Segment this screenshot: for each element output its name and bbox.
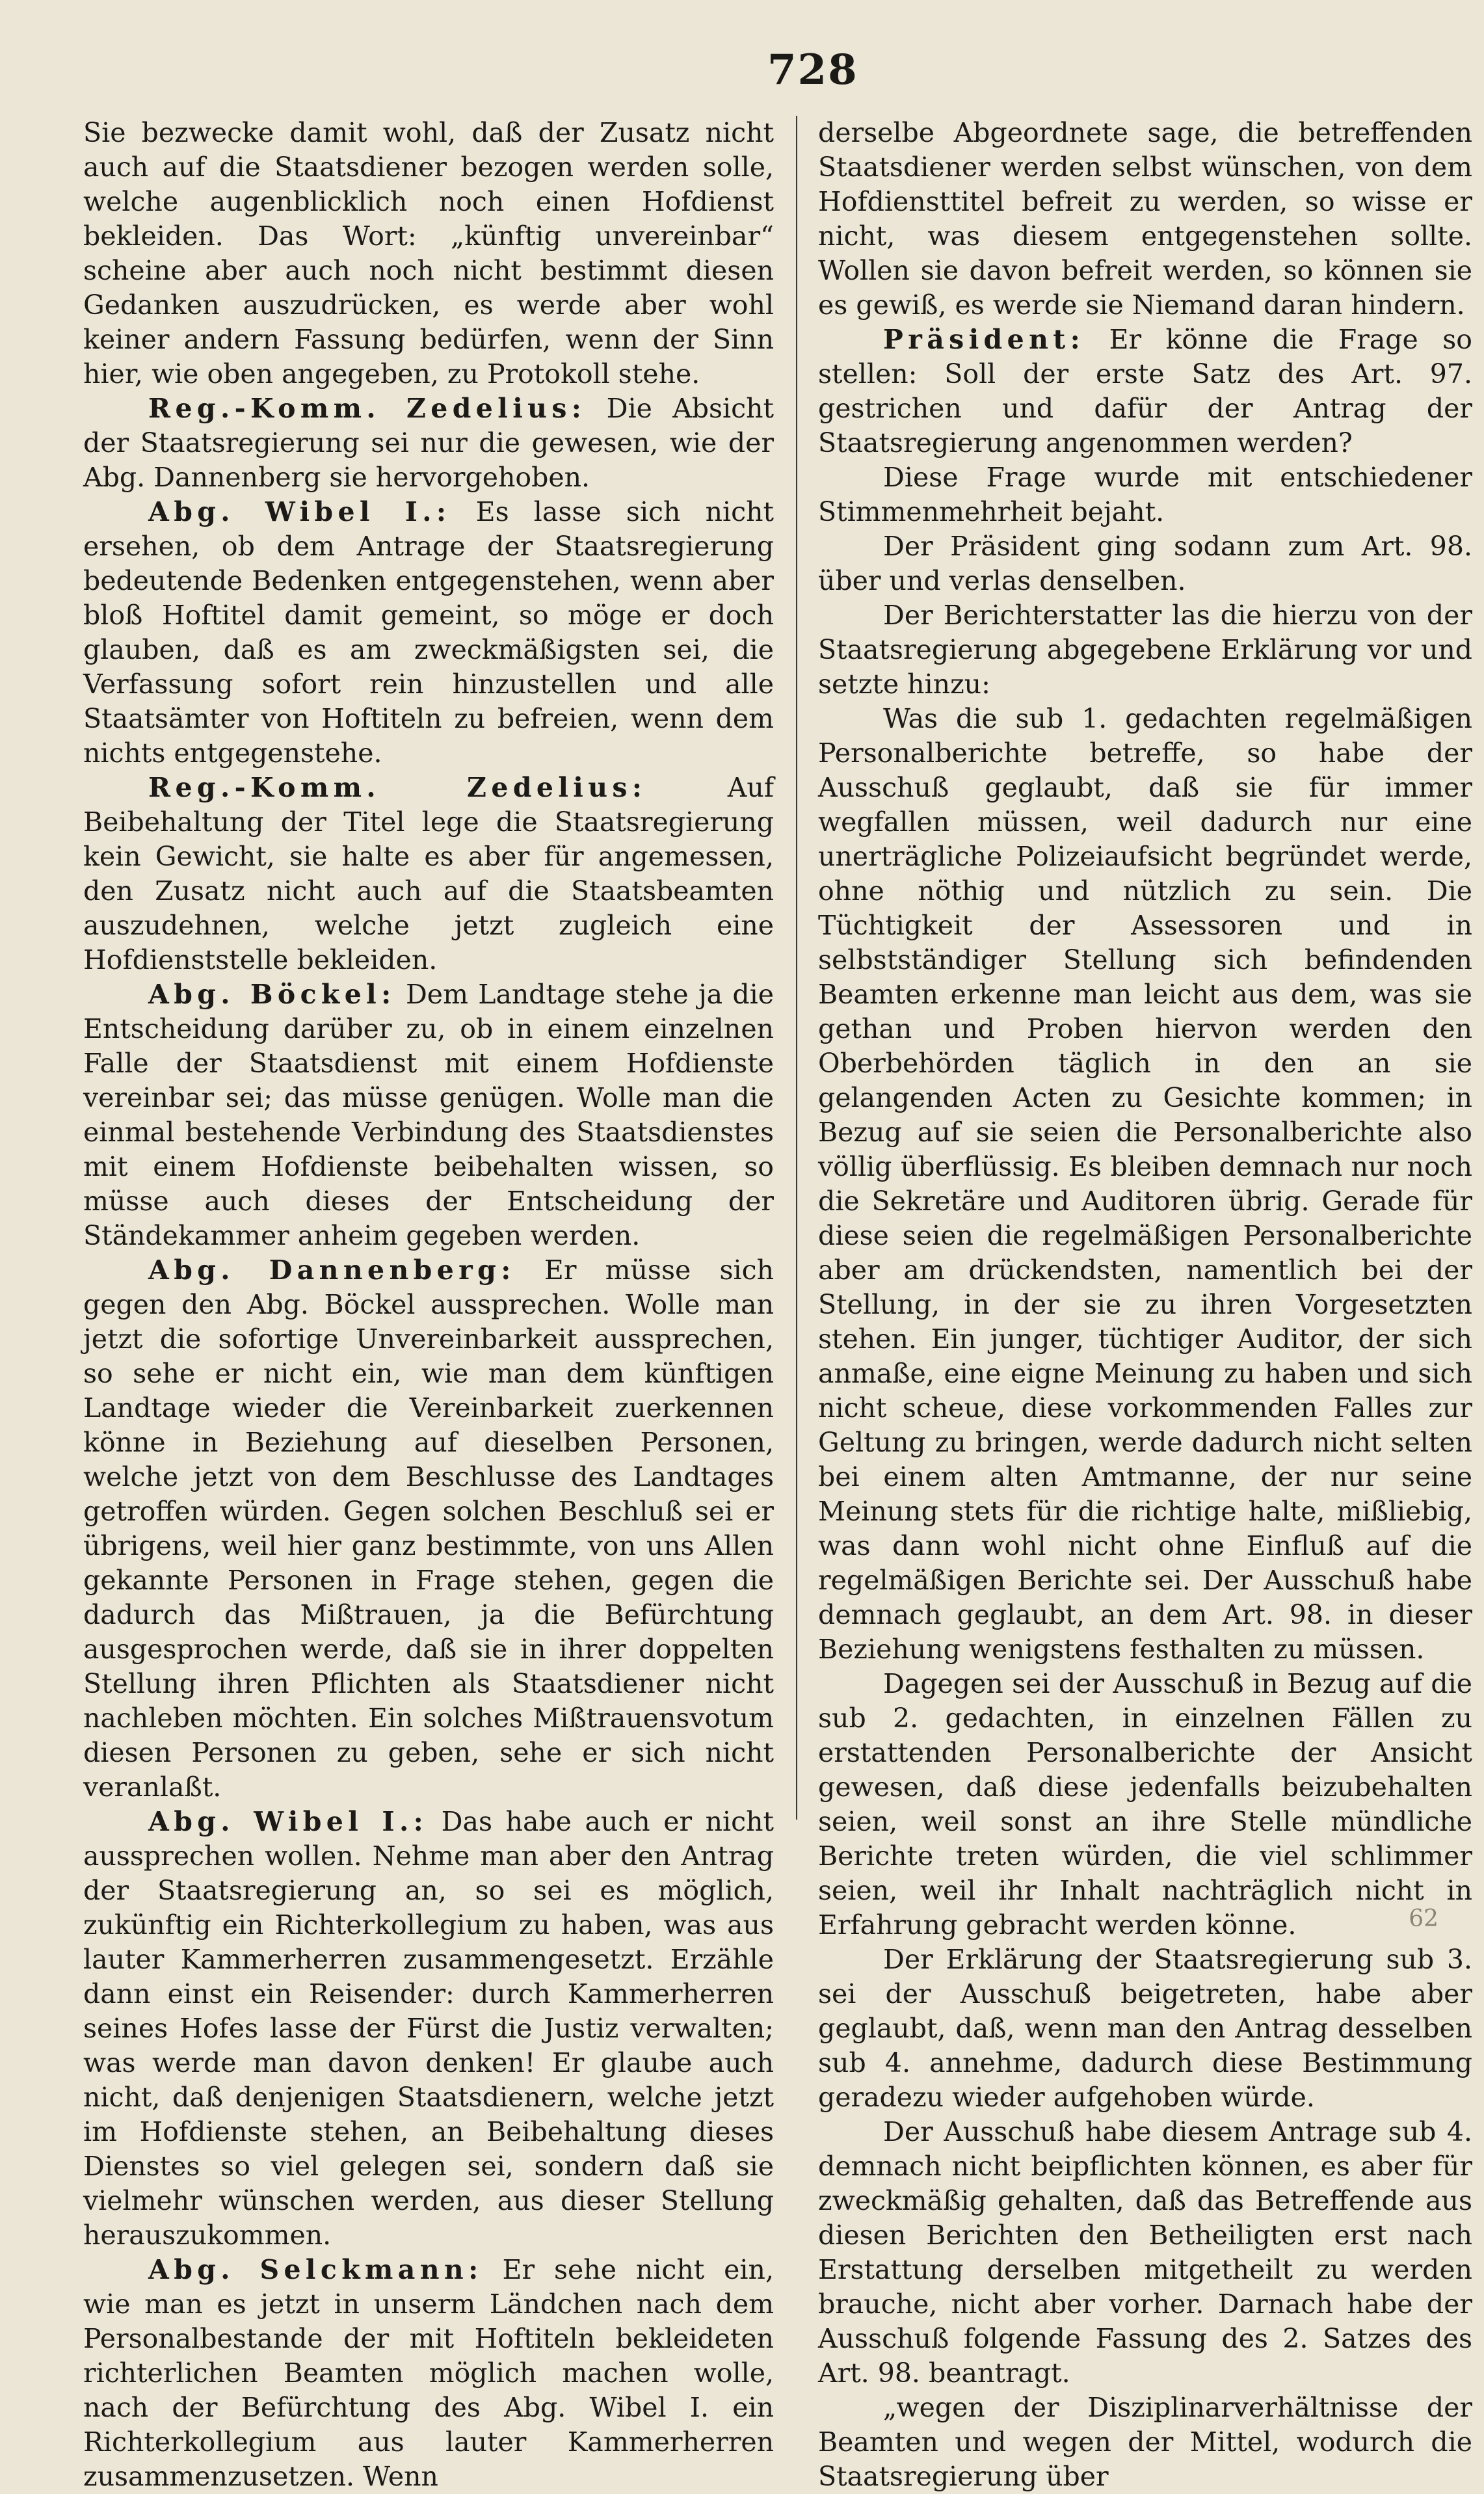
paragraph-text: Dem Landtage stehe ja die Entscheidung darüber zu, ob in einem einzelnen Falle der Staatsdienst mit einem Hofdienste vereinbar sei; das müsse genügen. Wolle man die einmal bestehende Verbindung des Staatsdienstes mit einem Hofdienste beibehalten wissen, so müsse auch dieses der Entscheidung der Ständekammer anheim gegeben werden.: [83, 979, 774, 1251]
paragraph: Der Ausschuß habe diesem Antrage sub 4. demnach nicht beipflichten können, es aber für zweckmäßig gehalten, daß das Betreffende aus diesen Berichten den Betheiligten erst nach Erstattung derselben mitgetheilt zu werden brauche, nicht aber vorher. Darnach habe der Ausschuß folgende Fassung des 2. Satzes des Art. 98. beantragt.: [818, 2116, 1472, 2389]
paragraph: [83, 1253, 774, 1805]
speaker-name: Abg. Dannenberg:: [148, 1254, 516, 1286]
paragraph: Was die sub 1. gedachten regelmäßigen Personalberichte betreffe, so habe der Ausschuß geglaubt, daß sie für immer wegfallen müssen, weil dadurch nur eine unerträgliche Polizeiaufsicht begründet werde, ohne nöthig und nützlich zu sein. Die Tüchtigkeit der Assessoren und in selbstständiger Stellung sich befindenden Beamten erkenne man leicht aus dem, was sie gethan und Proben hiervon werden den Oberbehörden täglich in den an sie gelangenden Acten zu Gesichte kommen; in Bezug auf sie seien die Personalberichte also völlig überflüssig. Es bleiben demnach nur noch die Sekretäre und Auditoren übrig. Gerade für diese seien die regelmäßigen Personalberichte aber am drückendsten, namentlich bei der Stellung, in der sie zu ihren Vorgesetzten stehen. Ein junger, tüchtiger Auditor, der sich anmaße, eine eigne Meinung zu haben und sich nicht scheue, diese vorkommenden Falles zur Geltung zu bringen, werde dadurch nicht selten bei einem alten Amtmanne, der nur seine Meinung stets für die richtige halte, mißliebig, was dann wohl nicht ohne Einfluß auf die regelmäßigen Berichte sei. Der Ausschuß habe demnach geglaubt, an dem Art. 98. in dieser Beziehung wenigstens festhalten zu müssen.: [818, 703, 1472, 1665]
paragraph: Sie bezwecke damit wohl, daß der Zusatz nicht auch auf die Staatsdiener bezogen werden solle, welche augenblicklich noch einen Hofdienst bekleiden. Das Wort: „künftig unvereinbar“ scheine aber auch noch nicht bestimmt diesen Gedanken auszudrücken, es werde aber wohl keiner andern Fassung bedürfen, wenn der Sinn hier, wie oben angegeben, zu Protokoll stehe.: [83, 117, 774, 390]
paragraph-text: Auf Beibehaltung der Titel lege die Staatsregierung kein Gewicht, sie halte es aber für angemessen, den Zusatz nicht auch auf die Staatsbeamten auszudehnen, welche jetzt zugleich eine Hofdienststelle bekleiden.: [83, 772, 774, 975]
paragraph: Dagegen sei der Ausschuß in Bezug auf die sub 2. gedachten, in einzelnen Fällen zu erstattenden Personalberichte der Ansicht gewesen, daß diese jedenfalls beizubehalten seien, weil sonst an ihre Stelle mündliche Berichte treten würden, die viel schlimmer seien, weil ihr Inhalt nachträglich nicht in Erfahrung gebracht werden könne.: [818, 1668, 1472, 1941]
paragraph: Der Präsident ging sodann zum Art. 98. über und verlas denselben.: [818, 531, 1472, 596]
signature-mark: 62: [1409, 1905, 1438, 1932]
paragraph-text: Er müsse sich gegen den Abg. Böckel aussprechen. Wolle man jetzt die sofortige Unvereinbarkeit aussprechen, so sehe er nicht ein, wie man dem künftigen Landtage wieder die Vereinbarkeit zuerkennen könne in Beziehung auf dieselben Personen, welche jetzt von dem Beschlusse des Landtages getroffen würden. Gegen solchen Beschluß sei er übrigens, weil hier ganz bestimmte, von uns Allen gekannte Personen in Frage stehen, gegen die dadurch das Mißtrauen, ja die Befürchtung ausgesprochen werde, daß sie in ihrer doppelten Stellung ihren Pflichten als Staatsdiener nicht nachleben möchten. Ein solches Mißtrauensvotum diesen Personen zu geben, sehe er sich nicht veranlaßt.: [83, 1254, 774, 1803]
paragraph-text: Er könne die Frage so stellen: Soll der erste Satz des Art. 97. gestrichen und dafür der Antrag der Staatsregierung angenommen werden?: [818, 324, 1472, 458]
paragraph-text: Es lasse sich nicht ersehen, ob dem Antrage der Staatsregierung bedeutende Bedenken entgegenstehen, wenn aber bloß Hoftitel damit gemeint, so möge er doch glauben, daß es am zweckmäßigsten sei, die Verfassung sofort rein hinzustellen und alle Staatsämter von Hoftiteln zu befreien, wenn dem nichts entgegenstehe.: [83, 496, 774, 769]
paragraph: Der Erklärung der Staatsregierung sub 3. sei der Ausschuß beigetreten, habe aber geglaubt, daß, wenn man den Antrag desselben sub 4. annehme, dadurch diese Bestimmung geradezu wieder aufgehoben würde.: [818, 1944, 1472, 2113]
paragraph: derselbe Abgeordnete sage, die betreffenden Staatsdiener werden selbst wünschen, von dem Hofdiensttitel befreit zu werden, so wisse er nicht, was diesem entgegenstehen sollte. Wollen sie davon befreit werden, so können sie es gewiß, es werde sie Niemand daran hindern.: [818, 117, 1472, 321]
paragraph: [83, 2253, 774, 2494]
column-divider: [796, 116, 797, 1820]
paragraph: „wegen der Disziplinarverhältnisse der Beamten und wegen der Mittel, wodurch die Staatsregierung über: [818, 2392, 1472, 2492]
paragraph-text: Er sehe nicht ein, wie man es jetzt in unserm Ländchen nach dem Personalbestande der mit Hoftiteln bekleideten richterlichen Beamten möglich machen wolle, nach der Befürchtung des Abg. Wibel I. ein Richterkollegium aus lauter Kammerherren zusammenzusetzen. Wenn: [83, 2254, 774, 2492]
speaker-name: Reg.-Komm. Zedelius:: [148, 393, 587, 424]
paragraph-text: Das habe auch er nicht aussprechen wollen. Nehme man aber den Antrag der Staatsregierung an, so sei es möglich, zukünftig ein Richterkollegium zu haben, was aus lauter Kammerherren zusammengesetzt. Erzähle dann einst ein Reisender: durch Kammerherren seines Hofes lasse der Fürst die Justiz verwalten; was werde man davon denken! Er glaube auch nicht, daß denjenigen Staatsdienern, welche jetzt im Hofdienste stehen, an Beibehaltung dieses Dienstes so viel gelegen sei, sondern daß sie vielmehr wünschen werden, aus dieser Stellung herauszukommen.: [83, 1806, 774, 2251]
paragraph: [83, 771, 774, 977]
paragraph: [83, 391, 774, 495]
speaker-name: Reg.-Komm. Zedelius:: [148, 772, 647, 803]
speaker-name: Präsident:: [883, 324, 1085, 355]
paragraph: [83, 977, 774, 1253]
speaker-name: Abg. Wibel I.:: [148, 496, 451, 527]
paragraph: [83, 495, 774, 771]
paragraph: Der Berichterstatter las die hierzu von der Staatsregierung abgegebene Erklärung vor und setzte hinzu:: [818, 600, 1472, 700]
paragraph: [818, 323, 1472, 460]
speaker-name: Abg. Böckel:: [148, 979, 396, 1010]
right-column: [818, 116, 1472, 2494]
speaker-name: Abg. Selckmann:: [148, 2254, 483, 2285]
page-number: 728: [767, 46, 858, 94]
paragraph: Diese Frage wurde mit entschiedener Stimmenmehrheit bejaht.: [818, 462, 1472, 527]
speaker-name: Abg. Wibel I.:: [148, 1806, 429, 1837]
paragraph-text: Die Absicht der Staatsregierung sei nur die gewesen, wie der Abg. Dannenberg sie hervorgehoben.: [83, 393, 774, 493]
paragraph: [83, 1805, 774, 2253]
left-column: [83, 116, 774, 2494]
